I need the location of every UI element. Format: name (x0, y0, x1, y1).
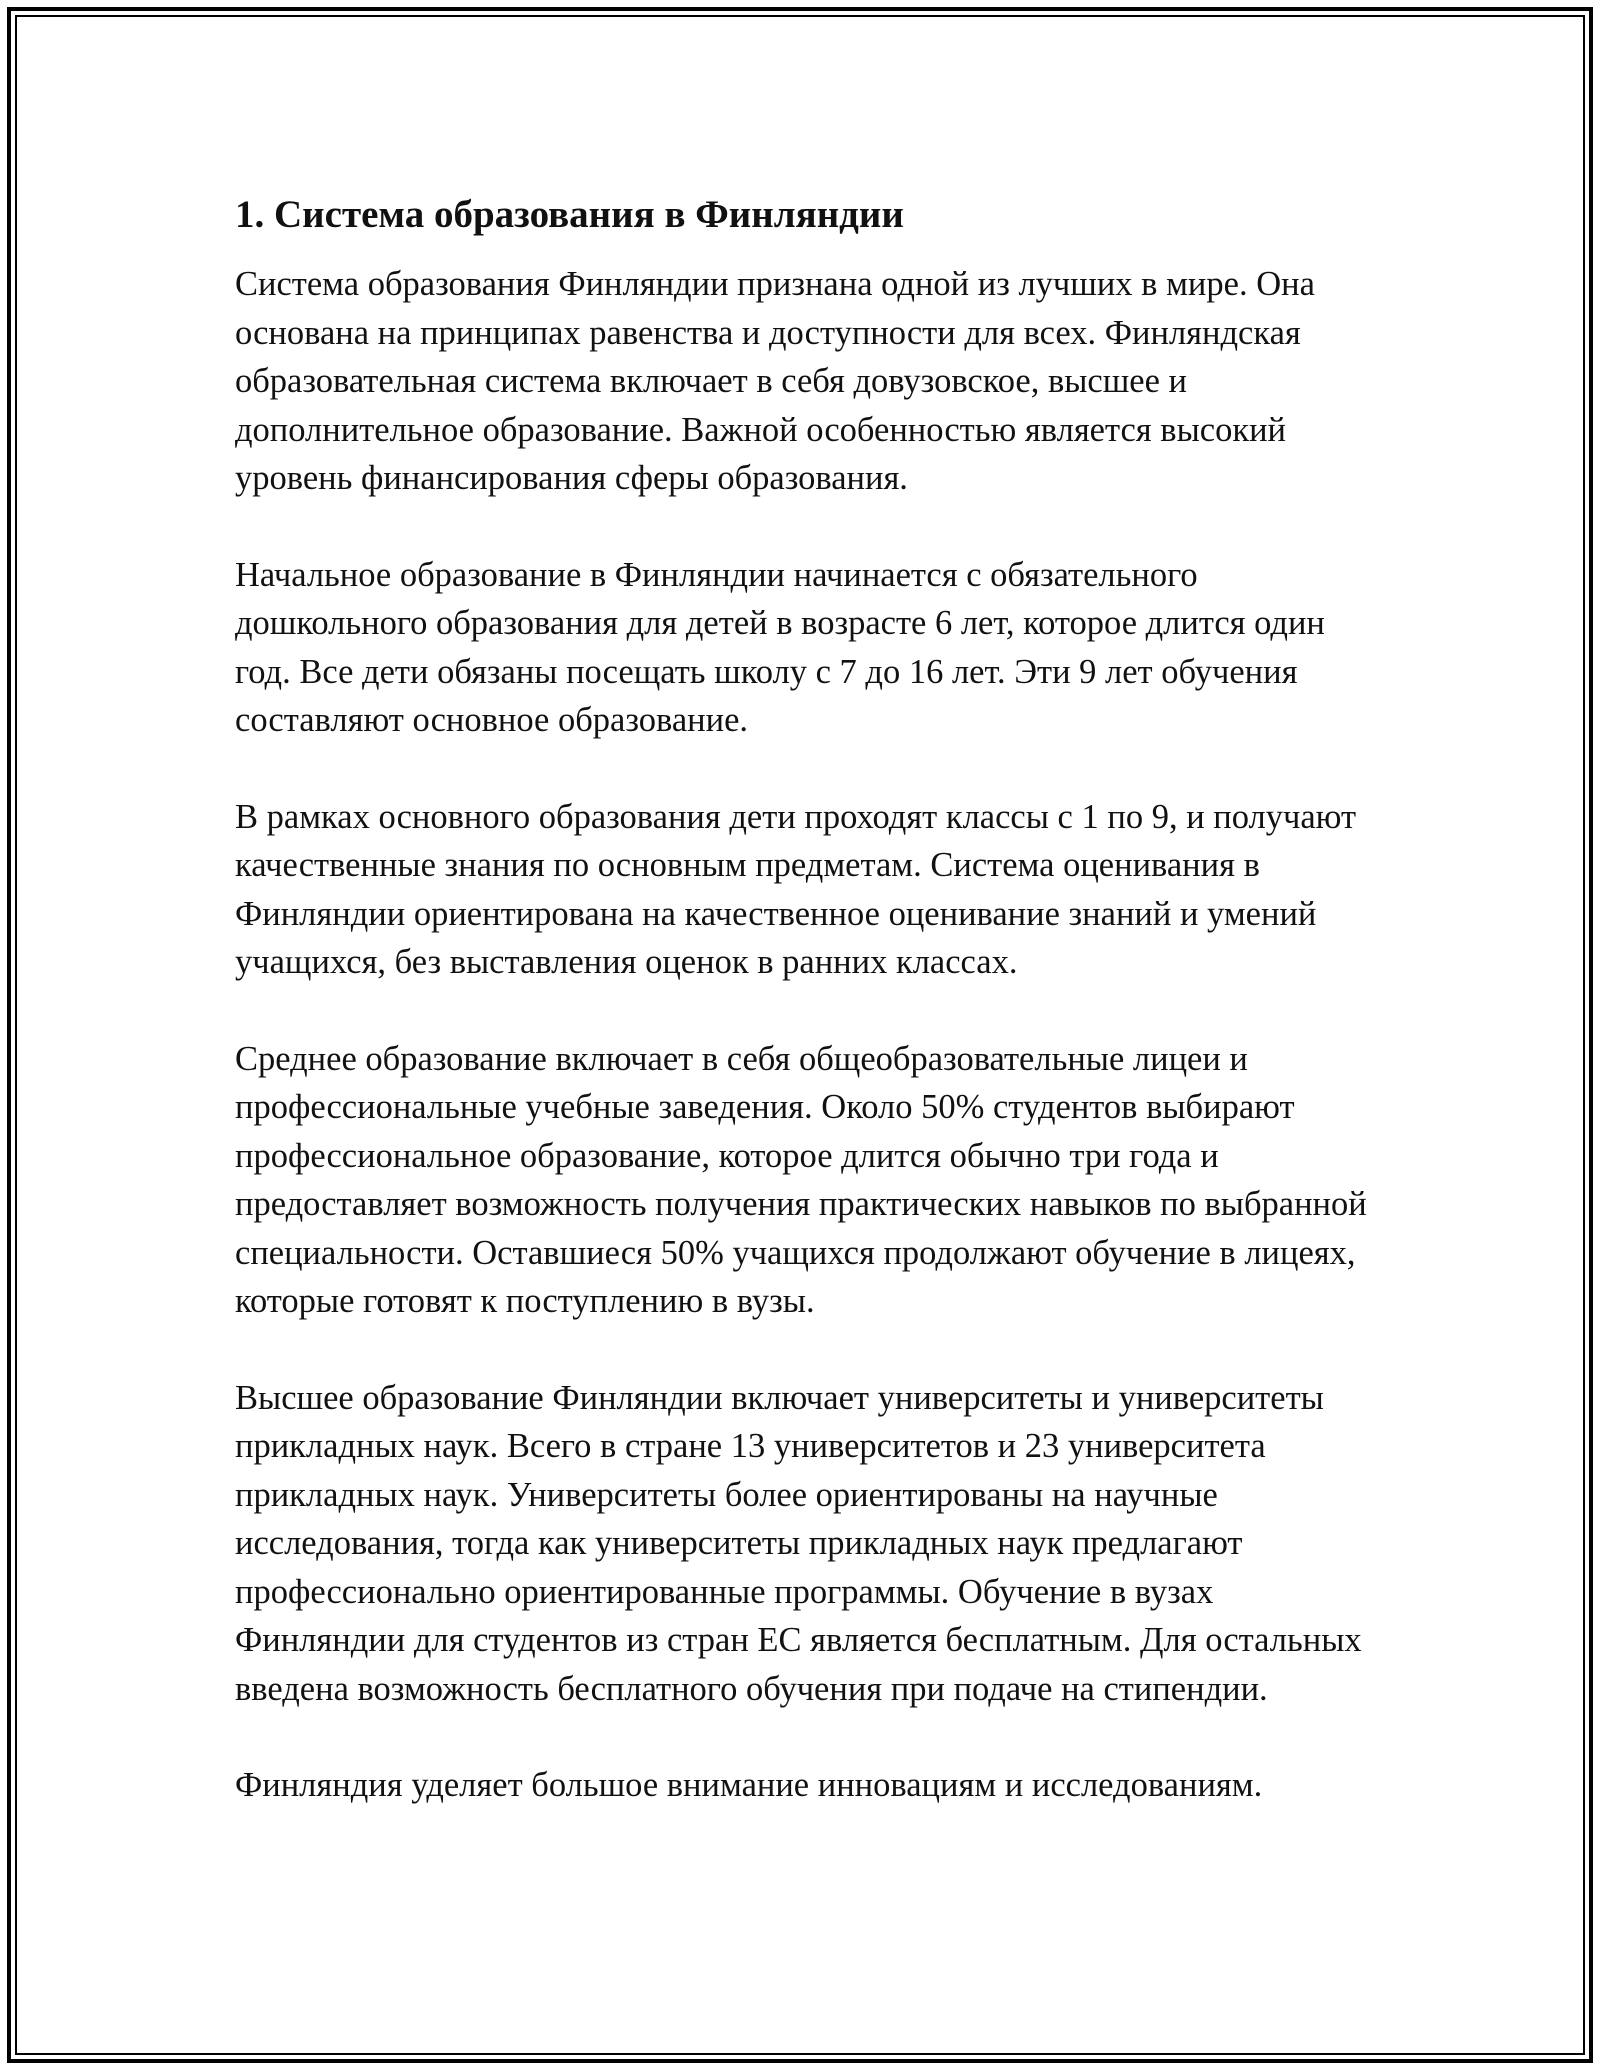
paragraph-innovation: Финляндия уделяет большое внимание инновациям и исследованиям. (235, 1766, 1263, 1804)
paragraph-primary-education: Начальное образование в Финляндии начинается с обязательного дошкольного образования для детей в возрасте 6 лет, которое длится один год. Все дети обязаны посещать школу с 7 до 16 лет. Эти 9 лет обучения составляют основное образование. (235, 555, 1325, 739)
section-heading: 1. Система образования в Финляндии (235, 193, 904, 236)
paragraph-basic-education: В рамках основного образования дети проходят классы с 1 по 9, и получают качественные знания по основным предметам. Система оценивания в Финляндии ориентирована на качественное оценивание знаний и умений учащихся, без выставления оценок в ранних классах. (235, 797, 1357, 981)
paragraph-secondary-education: Среднее образование включает в себя общеобразовательные лицеи и профессиональные учебные заведения. Около 50% студентов выбирают профессиональное образование, которое длится обычно три года и предоставляет возможность получения практических навыков по выбранной специальности. Оставшиеся 50% учащихся продолжают обучение в лицеях, которые готовят к поступлению в вузы. (235, 1039, 1367, 1320)
paragraph-higher-education: Высшее образование Финляндии включает университеты и университеты прикладных наук. Всего в стране 13 университетов и 23 университета прикладных наук. Университеты более ориентированы на научные исследования, тогда как университеты прикладных наук предлагают профессионально ориентированные программы. Обучение в вузах Финляндии для студентов из стран ЕС является бесплатным. Для остальных введена возможность бесплатного обучения при подаче на стипендии. (235, 1378, 1362, 1708)
paragraph-intro: Система образования Финляндии признана одной из лучших в мире. Она основана на принципах равенства и доступности для всех. Финляндская образовательная система включает в себя довузовское, высшее и дополнительное образование. Важной особенностью является высокий уровень финансирования сферы образования. (235, 265, 1315, 497)
document-page (235, 188, 1385, 1858)
